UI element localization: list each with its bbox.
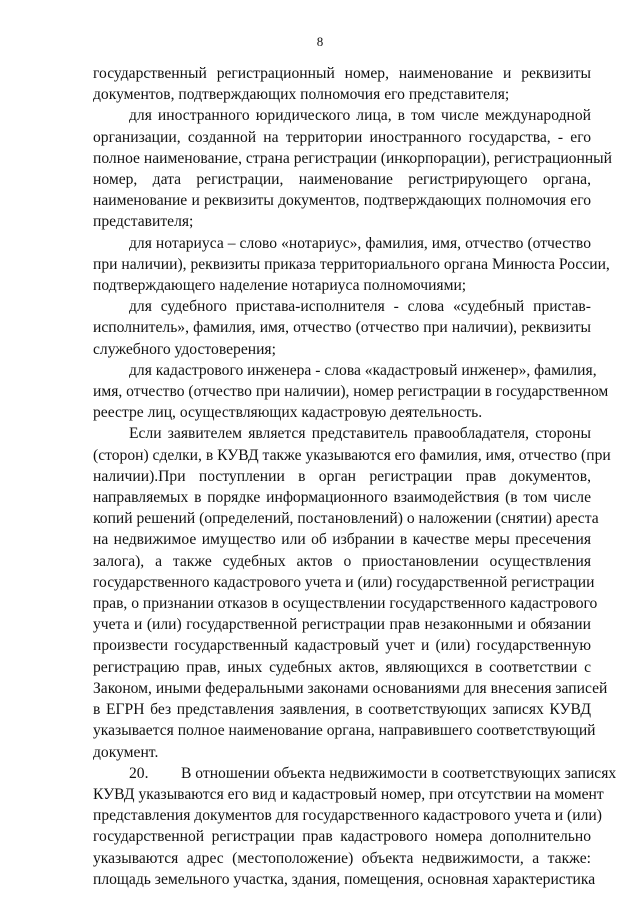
text-line: Если заявителем является представитель правообладателя, стороны	[129, 425, 591, 443]
text-line: служебного удостоверения;	[93, 340, 276, 358]
paragraph	[93, 360, 609, 424]
text-line: произвести государственный кадастровый учет и (или) государственную	[93, 637, 591, 655]
text-line: наличии).При поступлении в орган регистрации прав документов,	[93, 467, 591, 485]
page-number: 8	[316, 34, 324, 49]
text-line: для судебного пристава-исполнителя - слова «судебный пристав-	[129, 298, 591, 316]
paragraph	[93, 423, 611, 762]
text-line: для кадастрового инженера - слова «кадастровый инженер», фамилия,	[129, 361, 597, 379]
text-line: копий решений (определений, постановлений) о наложении (снятии) ареста	[93, 510, 599, 528]
text-line: представителя;	[93, 213, 194, 231]
text-line: для нотариуса – слово «нотариус», фамилия, имя, отчество (отчество	[129, 234, 591, 252]
text-line: для иностранного юридического лица, в том числе международной	[129, 107, 591, 125]
clause-number: 20.	[129, 764, 149, 782]
text-line: прав, о признании отказов в осуществлении государственного кадастрового	[93, 595, 598, 613]
text-line: полное наименование, страна регистрации (инкорпорации), регистрационный	[93, 149, 612, 167]
text-line: направляемых в порядке информационного взаимодействия (в том числе	[93, 489, 591, 507]
text-line: регистрацию прав, иных судебных актов, являющихся в соответствии с	[93, 658, 591, 676]
text-line: имя, отчество (отчество при наличии), номер регистрации в государственном	[93, 383, 609, 401]
paragraph	[93, 296, 591, 360]
text-line: (сторон) сделки, в КУВД также указываются его фамилия, имя, отчество (при	[93, 446, 611, 464]
text-line: учета и (или) государственной регистрации прав незаконными и обязании	[93, 616, 591, 634]
text-line: указываются адрес (местоположение) объекта недвижимости, а также:	[93, 849, 591, 867]
paragraph	[93, 763, 617, 890]
text-line: документов, подтверждающих полномочия его представителя;	[93, 86, 510, 104]
text-line: на недвижимое имущество или об избрании в качестве меры пресечения	[93, 531, 591, 549]
text-line: КУВД указываются его вид и кадастровый номер, при отсутствии на момент	[93, 785, 604, 803]
text-line: в ЕГРН без представления заявления, в соответствующих записях КУВД	[93, 701, 591, 719]
text-line: указывается полное наименование органа, направившего соответствующий	[93, 722, 596, 740]
text-line: реестре лиц, осуществляющих кадастровую деятельность.	[93, 404, 483, 422]
text-line: Законом, иными федеральными законами основаниями для внесения записей	[93, 679, 608, 697]
text-line: наименование и реквизиты документов, подтверждающих полномочия его	[93, 192, 591, 210]
document-body	[93, 63, 617, 890]
paragraph	[93, 63, 591, 105]
text-line: организации, созданной на территории иностранного государства, - его	[93, 128, 591, 146]
text-line	[93, 763, 617, 784]
text-line: документ.	[93, 743, 159, 761]
text-line: номер, дата регистрации, наименование регистрирующего органа,	[93, 171, 591, 189]
paragraph	[93, 105, 612, 232]
text-line: представления документов для государственного кадастрового учета и (или)	[93, 807, 602, 825]
text-line: государственный регистрационный номер, наименование и реквизиты	[93, 65, 591, 82]
text-line: подтверждающего наделение нотариуса полномочиями;	[93, 277, 467, 295]
text-line: при наличии), реквизиты приказа территориального органа Минюста России,	[93, 255, 610, 273]
text-line: государственного кадастрового учета и (или) государственной регистрации	[93, 573, 595, 591]
text-line: площадь земельного участка, здания, помещения, основная характеристика	[93, 870, 596, 888]
text-line: залога), а также судебных актов о приостановлении осуществления	[93, 552, 591, 570]
text-line: исполнитель», фамилия, имя, отчество (отчество при наличии), реквизиты	[93, 319, 591, 337]
paragraph	[93, 233, 610, 297]
text-line: государственной регистрации прав кадастрового номера дополнительно	[93, 828, 591, 846]
text-line-content: В отношении объекта недвижимости в соответствующих записях	[181, 764, 617, 782]
